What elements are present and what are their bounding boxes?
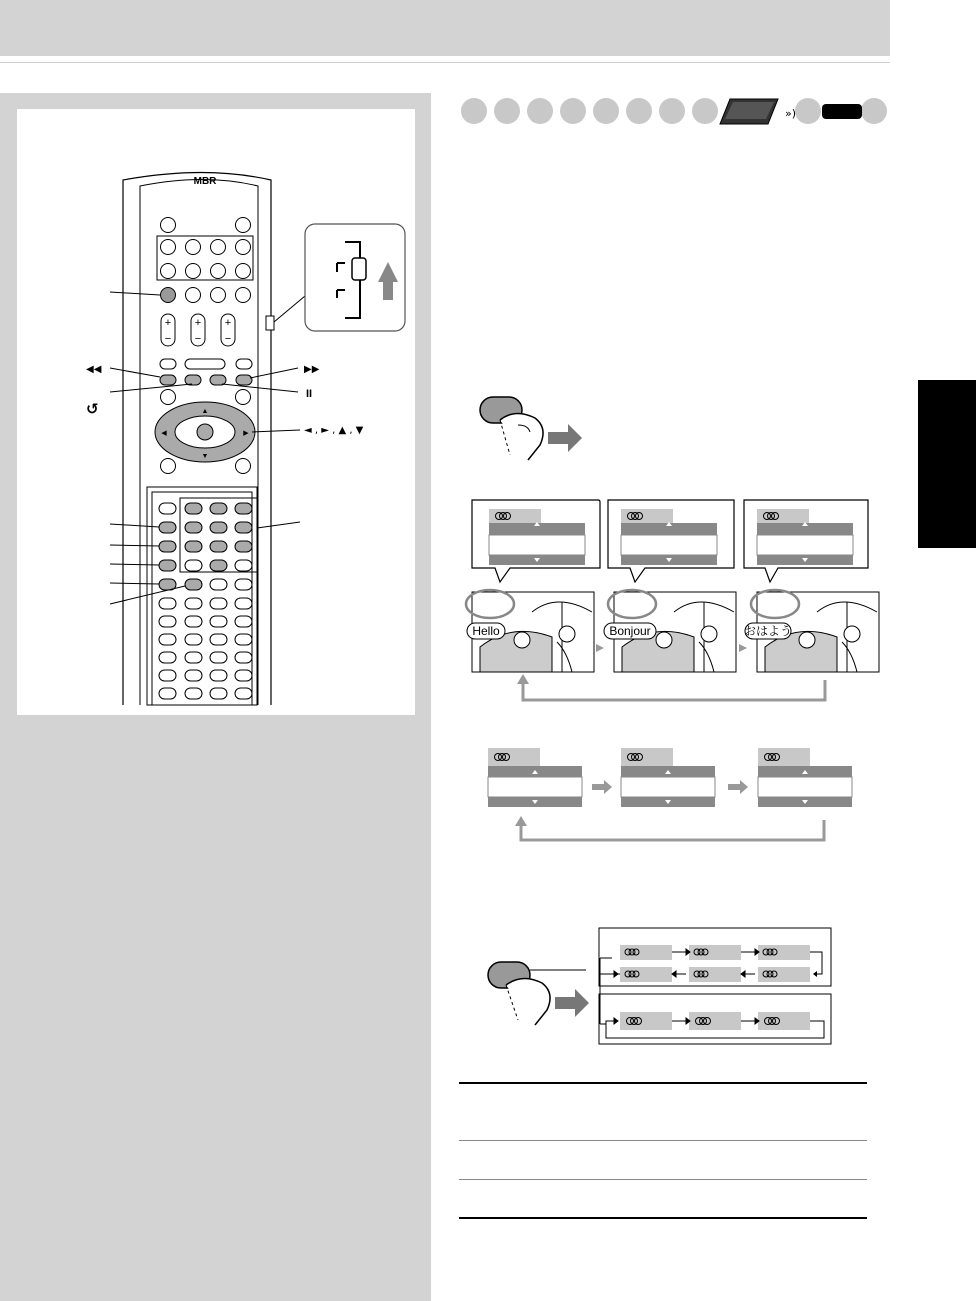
disc-type-indicator-row	[460, 97, 890, 125]
side-tab	[918, 380, 976, 548]
rewind-label: ◀◀	[86, 364, 102, 375]
svg-text:+: +	[194, 317, 202, 329]
remote-illustration-box	[17, 109, 415, 715]
table-rule-2	[459, 1179, 867, 1180]
subtitle-language-cycle	[462, 496, 887, 708]
svg-text:+: +	[224, 317, 232, 329]
bubble-hello: Hello	[472, 624, 500, 638]
svg-text:▼: ▼	[201, 453, 209, 460]
remote-illustration	[17, 109, 415, 715]
svg-text:▲: ▲	[201, 408, 209, 415]
svg-text:»): »)	[785, 107, 797, 120]
cursor-label: ◄ , ► , ▲ , ▼	[304, 425, 364, 436]
svg-text:−: −	[164, 333, 172, 345]
osd-cycle-sequence	[486, 745, 858, 845]
svg-text:−: −	[194, 333, 202, 345]
press-button-illustration-1	[470, 390, 590, 470]
fast-forward-label: ▶▶	[304, 364, 320, 375]
table-rule-bottom	[459, 1217, 867, 1219]
repeat-label: ↺	[86, 400, 99, 418]
press-button-illustration-2	[478, 925, 834, 1053]
remote-brand: MBR	[193, 176, 217, 187]
header-rule	[0, 62, 890, 63]
pause-label: II	[306, 388, 313, 400]
table-rule-1	[459, 1140, 867, 1141]
header-band	[0, 0, 890, 56]
svg-text:◀: ◀	[161, 430, 167, 437]
bubble-bonjour: Bonjour	[609, 624, 651, 638]
table-rule-top	[459, 1082, 867, 1084]
bubble-ohayou: おはよう	[743, 624, 793, 638]
svg-text:▶: ▶	[243, 430, 249, 437]
svg-text:−: −	[224, 333, 232, 345]
svg-text:+: +	[164, 317, 172, 329]
